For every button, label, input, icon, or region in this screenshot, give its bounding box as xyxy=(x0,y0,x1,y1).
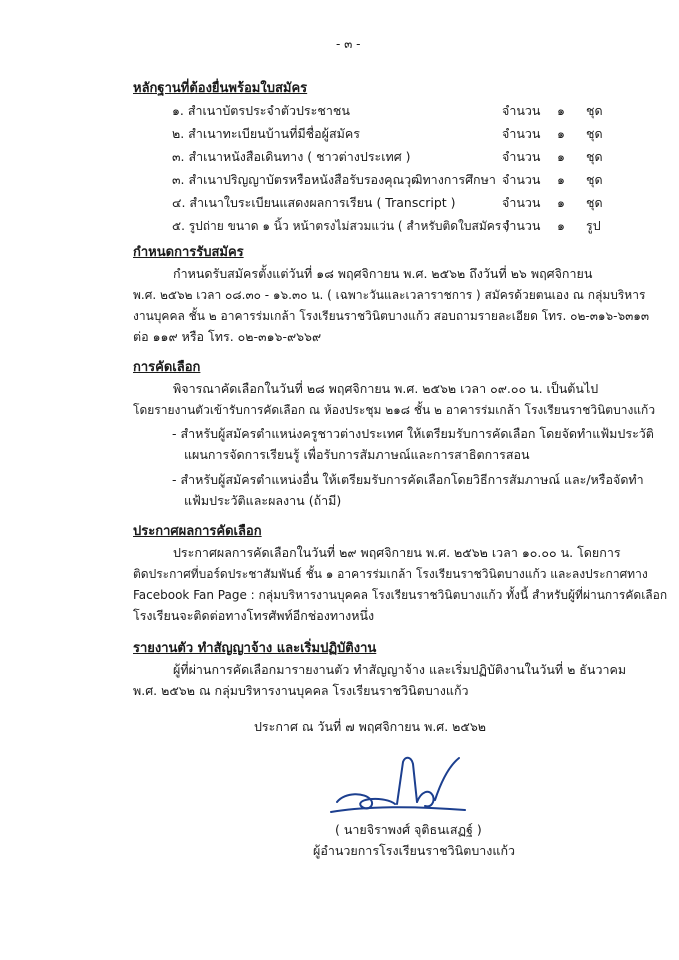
signer-title: ผู้อำนวยการโรงเรียนราชวินิตบางแก้ว xyxy=(313,843,516,858)
schedule-line: พ.ศ. ๒๕๖๒ เวลา ๐๘.๓๐ - ๑๖.๓๐ น. ( เฉพาะวันและเวลาราชการ ) สมัครด้วยตนเอง ณ กลุ่มบริหาร xyxy=(133,288,646,302)
document-item-label: ๑. สำเนาบัตรประจำตัวประชาชน xyxy=(172,103,350,118)
document-item-kind: ชุด xyxy=(586,149,603,164)
document-item-label: ๓. สำเนาหนังสือเดินทาง ( ชาวต่างประเทศ ) xyxy=(172,149,411,164)
selection-line: พิจารณาคัดเลือกในวันที่ ๒๘ พฤศจิกายน พ.ศ. ๒๕๖๒ เวลา ๐๙.๐๐ น. เป็นต้นไป xyxy=(173,381,599,396)
announcement-line: โรงเรียนจะติดต่อทางโทรศัพท์อีกช่องทางหนึ่ง xyxy=(133,608,375,623)
report-line: ผู้ที่ผ่านการคัดเลือกมารายงานตัว ทำสัญญาจ้าง และเริ่มปฏิบัติงานในวันที่ ๒ ธันวาคม xyxy=(173,662,627,677)
document-item-unit: จำนวน xyxy=(502,126,541,141)
selection-line: - สำหรับผู้สมัครตำแหน่งครูชาวต่างประเทศ ให้เตรียมรับการคัดเลือก โดยจัดทำแฟ้มประวัติ xyxy=(172,426,654,441)
document-item-unit: จำนวน xyxy=(502,195,541,210)
selection-line: โดยรายงานตัวเข้ารับการคัดเลือก ณ ห้องประชุม ๒๑๘ ชั้น ๒ อาคารร่มเกล้า โรงเรียนราชวินิตบางแก้ว xyxy=(133,403,656,417)
document-item-kind: ชุด xyxy=(586,195,603,210)
document-item-label: ๒. สำเนาทะเบียนบ้านที่มีชื่อผู้สมัคร xyxy=(172,126,360,141)
document-item-qty: ๑ xyxy=(557,195,565,210)
selection-line: แฟ้มประวัติและผลงาน (ถ้ามี) xyxy=(184,493,342,508)
selection-line: แผนการจัดการเรียนรู้ เพื่อรับการสัมภาษณ์และการสาธิตการสอน xyxy=(184,447,530,462)
page-number: - ๓ - xyxy=(336,37,361,51)
signature-image xyxy=(325,752,475,822)
document-item-unit: จำนวน xyxy=(502,172,541,187)
announcement-line: ประกาศผลการคัดเลือกในวันที่ ๒๙ พฤศจิกายน พ.ศ. ๒๕๖๒ เวลา ๑๐.๐๐ น. โดยการ xyxy=(173,545,621,560)
document-item-qty: ๑ xyxy=(557,218,565,233)
document-item-unit: จำนวน xyxy=(502,103,541,118)
document-item-label: ๕. รูปถ่าย ขนาด ๑ นิ้ว หน้าตรงไม่สวมแว่น ( สำหรับติดใบสมัคร ) xyxy=(172,219,510,233)
selection-heading: การคัดเลือก xyxy=(133,360,201,375)
document-item-qty: ๑ xyxy=(557,103,565,118)
signer-name: ( นายจิราพงศ์ จุติธนเสฏฐ์ ) xyxy=(335,822,482,837)
schedule-heading: กำหนดการรับสมัคร xyxy=(133,245,244,260)
document-item-unit: จำนวน xyxy=(502,218,541,233)
schedule-line: กำหนดรับสมัครตั้งแต่วันที่ ๑๘ พฤศจิกายน พ.ศ. ๒๕๖๒ ถึงวันที่ ๒๖ พฤศจิกายน xyxy=(173,266,593,281)
selection-line: - สำหรับผู้สมัครตำแหน่งอื่น ให้เตรียมรับการคัดเลือกโดยวิธีการสัมภาษณ์ และ/หรือจัดทำ xyxy=(172,472,644,487)
announcement-line: ติดประกาศที่บอร์ดประชาสัมพันธ์ ชั้น ๑ อาคารร่มเกล้า โรงเรียนราชวินิตบางแก้ว และลงประกาศทาง xyxy=(133,567,648,581)
announcement-date-line: ประกาศ ณ วันที่ ๗ พฤศจิกายน พ.ศ. ๒๕๖๒ xyxy=(254,719,487,734)
report-line: พ.ศ. ๒๕๖๒ ณ กลุ่มบริหารงานบุคคล โรงเรียนราชวินิตบางแก้ว xyxy=(133,683,469,698)
document-item-qty: ๑ xyxy=(557,172,565,187)
document-item-label: ๔. สำเนาใบระเบียนแสดงผลการเรียน ( Transcript ) xyxy=(172,195,456,210)
announcement-heading: ประกาศผลการคัดเลือก xyxy=(133,524,262,539)
schedule-line: ต่อ ๑๑๙ หรือ โทร. ๐๒-๓๑๖-๙๖๖๙ xyxy=(133,329,322,344)
document-item-qty: ๑ xyxy=(557,149,565,164)
document-item-kind: รูป xyxy=(586,218,601,233)
announcement-line: Facebook Fan Page : กลุ่มบริหารงานบุคคล โรงเรียนราชวินิตบางแก้ว ทั้งนี้ สำหรับผู้ที่ผ่านการคัดเลือก xyxy=(133,588,668,602)
schedule-line: งานบุคคล ชั้น ๒ อาคารร่มเกล้า โรงเรียนราชวินิตบางแก้ว สอบถามรายละเอียด โทร. ๐๒-๓๑๖-๖๓๑๓ xyxy=(133,309,650,323)
report-heading: รายงานตัว ทำสัญญาจ้าง และเริ่มปฏิบัติงาน xyxy=(133,641,377,656)
document-item-unit: จำนวน xyxy=(502,149,541,164)
documents-heading: หลักฐานที่ต้องยื่นพร้อมใบสมัคร xyxy=(133,81,308,96)
document-item-qty: ๑ xyxy=(557,126,565,141)
document-item-kind: ชุด xyxy=(586,172,603,187)
document-item-label: ๓. สำเนาปริญญาบัตรหรือหนังสือรับรองคุณวุฒิทางการศึกษา xyxy=(172,172,496,187)
document-item-kind: ชุด xyxy=(586,103,603,118)
document-item-kind: ชุด xyxy=(586,126,603,141)
